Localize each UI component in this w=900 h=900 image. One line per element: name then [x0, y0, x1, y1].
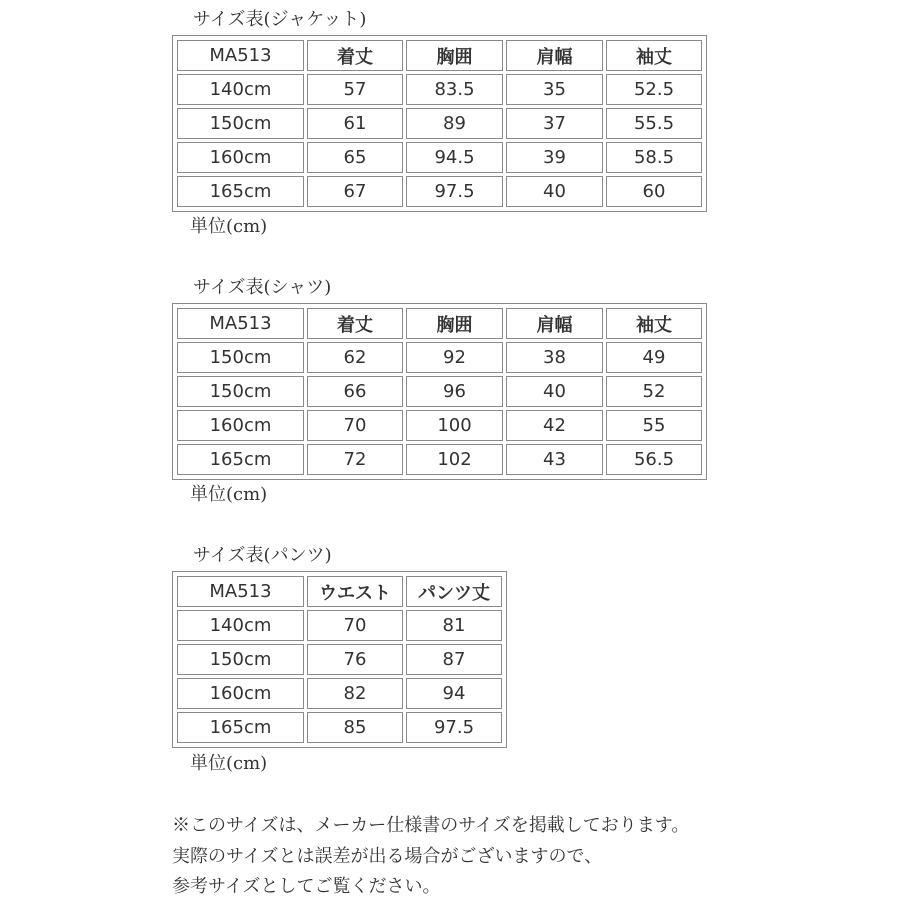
size-label-cell: 150cm — [177, 342, 304, 373]
measurement-cell: 40 — [506, 376, 603, 407]
measurement-cell: 100 — [406, 410, 503, 441]
measurement-cell: 87 — [406, 644, 502, 675]
measurement-cell: 49 — [606, 342, 702, 373]
pants-unit-label: 単位(cm) — [190, 753, 268, 774]
table-row — [177, 678, 502, 709]
measurement-cell: 55 — [606, 410, 702, 441]
column-header: 肩幅 — [506, 308, 603, 339]
measurement-cell: 56.5 — [606, 444, 702, 475]
pants-size-table — [172, 571, 507, 748]
measurement-cell: 82 — [307, 678, 403, 709]
table-row — [177, 644, 502, 675]
measurement-cell: 85 — [307, 712, 403, 743]
size-label-cell: 140cm — [177, 74, 304, 105]
size-label-cell: 165cm — [177, 444, 304, 475]
size-label-cell: 150cm — [177, 376, 304, 407]
measurement-cell: 35 — [506, 74, 603, 105]
table-row — [177, 444, 702, 475]
jacket-size-title: サイズ表(ジャケット) — [193, 9, 367, 30]
table-row — [177, 610, 502, 641]
column-header: 肩幅 — [506, 40, 603, 71]
table-row — [177, 74, 702, 105]
measurement-cell: 66 — [307, 376, 403, 407]
size-label-cell: 160cm — [177, 678, 304, 709]
column-header: 着丈 — [307, 40, 403, 71]
size-note-line: 実際のサイズとは誤差が出る場合がございますので、 — [172, 846, 603, 867]
column-header: 袖丈 — [606, 40, 702, 71]
table-row — [177, 176, 702, 207]
measurement-cell: 83.5 — [406, 74, 503, 105]
measurement-cell: 72 — [307, 444, 403, 475]
column-header: ウエスト — [307, 576, 403, 607]
measurement-cell: 62 — [307, 342, 403, 373]
size-note-line: ※このサイズは、メーカー仕様書のサイズを掲載しております。 — [172, 815, 690, 836]
table-row — [177, 342, 702, 373]
measurement-cell: 55.5 — [606, 108, 702, 139]
jacket-size-table — [172, 35, 707, 212]
table-row — [177, 142, 702, 173]
table-row — [177, 376, 702, 407]
table-header-row — [177, 576, 502, 607]
size-label-cell: 160cm — [177, 410, 304, 441]
measurement-cell: 89 — [406, 108, 503, 139]
measurement-cell: 37 — [506, 108, 603, 139]
size-label-cell: 150cm — [177, 644, 304, 675]
column-header: 着丈 — [307, 308, 403, 339]
size-label-cell: 165cm — [177, 712, 304, 743]
size-note-line: 参考サイズとしてご覧ください。 — [172, 876, 441, 897]
shirt-size-title: サイズ表(シャツ) — [193, 277, 332, 298]
measurement-cell: 94.5 — [406, 142, 503, 173]
measurement-cell: 40 — [506, 176, 603, 207]
measurement-cell: 70 — [307, 410, 403, 441]
column-header: MA513 — [177, 576, 304, 607]
measurement-cell: 81 — [406, 610, 502, 641]
measurement-cell: 61 — [307, 108, 403, 139]
measurement-cell: 52.5 — [606, 74, 702, 105]
column-header: 袖丈 — [606, 308, 702, 339]
column-header: 胸囲 — [406, 40, 503, 71]
table-row — [177, 712, 502, 743]
measurement-cell: 67 — [307, 176, 403, 207]
measurement-cell: 70 — [307, 610, 403, 641]
pants-size-title: サイズ表(パンツ) — [193, 545, 332, 566]
size-label-cell: 165cm — [177, 176, 304, 207]
measurement-cell: 97.5 — [406, 176, 503, 207]
measurement-cell: 58.5 — [606, 142, 702, 173]
measurement-cell: 102 — [406, 444, 503, 475]
measurement-cell: 52 — [606, 376, 702, 407]
measurement-cell: 43 — [506, 444, 603, 475]
column-header: パンツ丈 — [406, 576, 502, 607]
measurement-cell: 65 — [307, 142, 403, 173]
measurement-cell: 42 — [506, 410, 603, 441]
measurement-cell: 92 — [406, 342, 503, 373]
size-label-cell: 140cm — [177, 610, 304, 641]
size-label-cell: 150cm — [177, 108, 304, 139]
table-header-row — [177, 40, 702, 71]
size-label-cell: 160cm — [177, 142, 304, 173]
shirt-size-table — [172, 303, 707, 480]
measurement-cell: 96 — [406, 376, 503, 407]
jacket-unit-label: 単位(cm) — [190, 216, 268, 237]
measurement-cell: 57 — [307, 74, 403, 105]
measurement-cell: 97.5 — [406, 712, 502, 743]
measurement-cell: 94 — [406, 678, 502, 709]
column-header: 胸囲 — [406, 308, 503, 339]
table-header-row — [177, 308, 702, 339]
measurement-cell: 38 — [506, 342, 603, 373]
measurement-cell: 39 — [506, 142, 603, 173]
table-row — [177, 410, 702, 441]
column-header: MA513 — [177, 308, 304, 339]
table-row — [177, 108, 702, 139]
shirt-unit-label: 単位(cm) — [190, 484, 268, 505]
measurement-cell: 76 — [307, 644, 403, 675]
column-header: MA513 — [177, 40, 304, 71]
measurement-cell: 60 — [606, 176, 702, 207]
